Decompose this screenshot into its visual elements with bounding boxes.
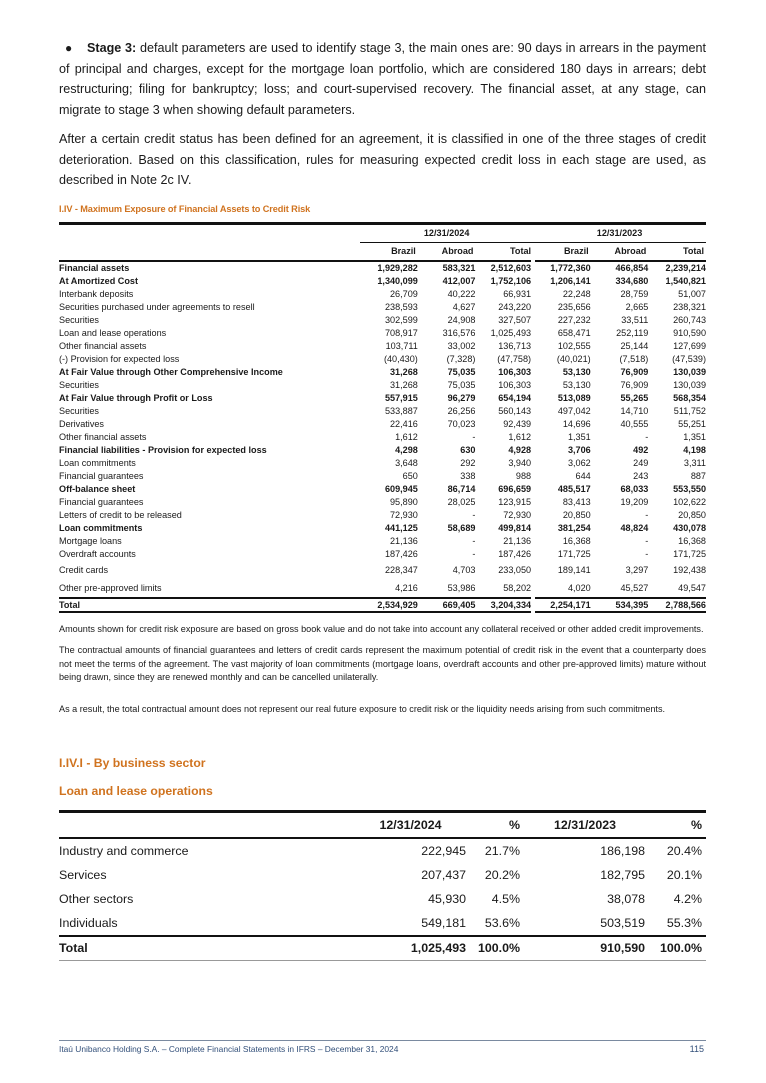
row-value: 1,772,360 [533,261,591,275]
row-value: 106,303 [498,379,532,390]
credit-stage-paragraph: After a certain credit status has been defined for an agreement, it is classified in one of the three stages of credit deterioration. Based on this classification, rules for measuring expected credit loss in each stage are used, as described in Note 2c IV. [59,132,706,187]
exposure-period-header [59,223,706,242]
row-value: 21,136 [390,535,418,546]
row-value: 22,416 [390,418,418,429]
row-value: 95,890 [390,496,418,507]
row-value: 16,368 [533,535,591,548]
note-gross-book-value: Amounts shown for credit risk exposure are based on gross book value and do not take into account any collateral received or other added credit improvements. [59,623,704,634]
row-value: 14,710 [620,405,649,416]
row-value: 430,078 [673,522,706,533]
row-value: 22,248 [533,288,591,301]
row-value: 696,659 [498,483,532,494]
sector-value: 20.2% [484,868,520,882]
total-label: Total [59,598,360,612]
document-page [59,38,706,961]
row-label: Securities [59,405,99,416]
row-value: (40,430) [383,353,418,364]
row-value: 1,351 [533,431,591,444]
row-value: 243,220 [498,301,532,312]
total-value: 2,254,171 [533,598,591,612]
row-value: 511,752 [673,405,706,416]
row-value: 53,130 [533,379,591,392]
row-label: Derivatives [59,418,104,429]
sector-value: 182,795 [600,868,645,882]
total-value: 534,395 [591,598,649,612]
row-value: 485,517 [533,483,591,496]
row-value: 292 [460,457,476,468]
row-value: 187,426 [498,548,532,559]
table-row [59,457,706,470]
row-value: 316,576 [442,327,476,338]
row-value: 26,709 [390,288,418,299]
sector-table-body [59,838,706,961]
row-value: - [472,548,476,559]
row-value: 45,527 [620,582,649,593]
table-row [59,863,706,887]
sector-value: 45,930 [428,892,466,906]
row-value: 4,627 [452,301,476,312]
sector-col-pct-2024: % [470,812,524,839]
row-value: 58,202 [503,582,532,593]
row-value: 2,665 [625,301,649,312]
table-row [59,509,706,522]
row-label: Letters of credit to be released [59,509,182,520]
row-label: Securities [59,379,99,390]
sector-label: Other sectors [59,892,134,906]
row-value: 103,711 [385,340,418,351]
row-value: 55,251 [678,418,706,429]
row-value: 68,033 [620,483,649,494]
exposure-column-header [59,242,706,261]
row-value: 887 [690,470,706,481]
row-value: 1,929,282 [377,262,418,273]
row-value: 609,945 [384,483,418,494]
row-value: 1,752,106 [490,275,532,286]
row-label: Other financial assets [59,431,147,442]
row-value: 1,612 [395,431,418,442]
row-value: 583,321 [442,262,476,273]
sector-value: 222,945 [421,844,466,858]
row-value: 533,887 [384,405,418,416]
sector-table-header [59,812,706,839]
row-value: 2,512,603 [490,262,532,273]
row-value: 3,062 [533,457,591,470]
row-value: 568,354 [673,392,706,403]
col-total-2023: Total [648,242,706,261]
row-value: 227,232 [533,314,591,327]
row-label: At Fair Value through Profit or Loss [59,392,213,403]
row-value: 233,050 [498,564,532,575]
sector-col-2023: 12/31/2023 [524,812,649,839]
row-label: Overdraft accounts [59,548,136,559]
row-value: 58,689 [447,522,476,533]
row-value: 4,020 [533,579,591,598]
table-row [59,444,706,457]
table-row [59,340,706,353]
row-label: Securities purchased under agreements to resell [59,301,255,312]
row-value: 76,909 [620,379,649,390]
page-number: 115 [689,1044,704,1054]
row-label: Credit cards [59,564,109,575]
row-value: 31,268 [390,379,418,390]
stage3-label: Stage 3: [87,41,137,55]
row-value: 53,986 [447,582,476,593]
row-value: 334,680 [615,275,649,286]
table-row [59,535,706,548]
row-value: 708,917 [384,327,418,338]
period-2024-header: 12/31/2024 [360,223,533,242]
row-value: 910,590 [673,327,706,338]
row-value: 51,007 [678,288,706,299]
row-value: - [645,509,649,520]
table-row [59,405,706,418]
row-value: 136,713 [498,340,532,351]
row-label: Financial guarantees [59,496,144,507]
row-value: 252,119 [616,327,649,338]
table-row [59,288,706,301]
row-value: 192,438 [673,564,706,575]
row-value: (40,021) [533,353,591,366]
row-label: At Amortized Cost [59,275,138,286]
row-value: 302,599 [384,314,418,325]
row-value: 441,125 [384,522,418,533]
sector-value: 53.6% [484,916,520,930]
row-value: 130,039 [673,366,706,377]
row-value: 492 [633,444,649,455]
row-value: 243 [633,470,649,481]
row-label: Other pre-approved limits [59,582,162,593]
row-value: 86,714 [447,483,476,494]
sector-value: 4.5% [491,892,520,906]
total-value: 2,788,566 [648,598,706,612]
row-value: 654,194 [498,392,532,403]
exposure-table [59,222,706,613]
row-value: 187,426 [384,548,418,559]
row-value: 127,699 [673,340,706,351]
table-row [59,366,706,379]
row-value: - [472,509,476,520]
sector-total-value: 1,025,493 [354,936,470,961]
row-value: 72,930 [390,509,418,520]
row-value: 14,696 [533,418,591,431]
sector-label: Individuals [59,916,118,930]
col-total-2024: Total [475,242,533,261]
row-value: - [472,535,476,546]
sector-total-label: Total [59,936,354,961]
row-value: 658,471 [533,327,591,340]
row-label: Financial liabilities - Provision for expected loss [59,444,267,455]
sector-value: 38,078 [607,892,645,906]
row-value: 988 [515,470,532,481]
row-value: 171,725 [673,548,706,559]
row-value: 48,824 [620,522,649,533]
row-value: 644 [533,470,591,483]
row-value: 102,555 [533,340,591,353]
row-value: (47,539) [672,353,706,364]
row-value: 21,136 [503,535,532,546]
exposure-table-title: I.IV - Maximum Exposure of Financial Assets to Credit Risk [59,203,311,214]
row-label: Loan commitments [59,522,143,533]
row-value: 1,612 [508,431,532,442]
row-label: Interbank deposits [59,288,134,299]
row-value: 3,311 [683,457,706,468]
row-value: 24,908 [447,314,476,325]
row-value: - [472,431,476,442]
row-value: 1,340,099 [377,275,418,286]
row-value: 189,141 [533,561,591,579]
row-value: 40,222 [447,288,476,299]
row-value: 228,347 [384,564,418,575]
row-value: 96,279 [447,392,476,403]
row-value: 75,035 [447,366,476,377]
table-row [59,548,706,561]
sector-total-row [59,936,706,961]
row-value: 130,039 [673,379,706,390]
row-label: (-) Provision for expected loss [59,353,180,364]
sector-section-subtitle: Loan and lease operations [59,784,213,798]
row-label: Financial guarantees [59,470,144,481]
sector-value: 20.1% [666,868,702,882]
table-row [59,275,706,288]
table-row [59,911,706,936]
total-value: 2,534,929 [360,598,418,612]
row-value: 553,550 [673,483,706,494]
row-value: 4,198 [683,444,706,455]
table-row [59,353,706,366]
row-value: 33,002 [447,340,476,351]
row-value: 83,413 [533,496,591,509]
row-value: 497,042 [533,405,591,418]
table-row [59,431,706,444]
table-row [59,887,706,911]
sector-total-value: 100.0% [470,936,524,961]
period-2023-header: 12/31/2023 [533,223,706,242]
row-value: 102,622 [673,496,706,507]
row-value: 33,511 [621,314,649,325]
row-label: Loan and lease operations [59,327,167,338]
row-value: 557,915 [384,392,418,403]
row-value: 40,555 [620,418,649,429]
row-value: 235,656 [533,301,591,314]
row-value: 53,130 [533,366,591,379]
row-value: 66,931 [503,288,532,299]
sector-value: 186,198 [600,844,645,858]
row-value: 3,297 [625,564,649,575]
row-value: 4,928 [508,444,532,455]
row-value: 4,703 [452,564,476,575]
row-label: Loan commitments [59,457,136,468]
table-row [59,496,706,509]
table-row [59,483,706,496]
table-row [59,392,706,405]
table-row [59,301,706,314]
sector-value: 55.3% [666,916,702,930]
table-row [59,470,706,483]
table-row [59,327,706,340]
row-value: 76,909 [620,366,649,377]
exposure-table-body [59,261,706,612]
sector-col-2024: 12/31/2024 [354,812,470,839]
sector-value: 4.2% [673,892,702,906]
row-value: 1,206,141 [533,275,591,288]
row-value: 630 [460,444,476,455]
row-value: 92,439 [503,418,532,429]
sector-value: 207,437 [421,868,466,882]
row-value: 4,216 [395,582,418,593]
row-value: 260,743 [673,314,706,325]
sector-total-value: 910,590 [524,936,649,961]
row-value: 238,593 [384,301,418,312]
table-row [59,522,706,535]
row-value: 75,035 [447,379,476,390]
sector-label: Services [59,868,107,882]
table-row [59,314,706,327]
row-value: (7,518) [619,353,649,364]
row-value: - [645,535,649,546]
table-row [59,838,706,863]
row-value: 31,268 [390,366,418,377]
row-value: 171,725 [533,548,591,561]
row-value: 19,209 [620,496,649,507]
row-label: Financial assets [59,262,130,273]
row-value: 49,547 [678,582,706,593]
exposure-notes [59,623,706,717]
row-value: 72,930 [503,509,532,520]
row-value: 28,759 [620,288,649,299]
col-abroad-2023: Abroad [591,242,649,261]
row-label: At Fair Value through Other Comprehensive Income [59,366,283,377]
row-value: 238,321 [673,301,706,312]
sector-value: 20.4% [666,844,702,858]
row-value: 106,303 [498,366,532,377]
page-footer [59,1040,706,1054]
col-brazil-2024: Brazil [360,242,418,261]
bullet-icon: ● [65,41,73,55]
row-value: 249 [633,457,649,468]
row-value: 650 [402,470,418,481]
table-row [59,561,706,579]
row-value: 381,254 [533,522,591,535]
sector-table [59,810,706,961]
note-future-exposure: As a result, the total contractual amount does not represent our real future exposure to credit risk or the liquidity needs arising from such commitments. [59,703,666,714]
sector-section-title: I.IV.I - By business sector [59,756,206,770]
row-value: 20,850 [678,509,706,520]
col-brazil-2023: Brazil [533,242,591,261]
total-value: 669,405 [418,598,476,612]
row-value: 466,854 [615,262,649,273]
row-value: 55,265 [620,392,649,403]
col-abroad-2024: Abroad [418,242,476,261]
row-value: 412,007 [442,275,476,286]
footer-text: Itaú Unibanco Holding S.A. – Complete Financial Statements in IFRS – December 31, 2024 [59,1044,399,1054]
row-value: 26,256 [447,405,476,416]
sector-col-pct-2023: % [649,812,706,839]
row-value: - [645,431,649,442]
row-value: 2,239,214 [665,262,706,273]
row-label: Mortgage loans [59,535,122,546]
row-value: 28,025 [447,496,476,507]
total-row [59,598,706,612]
row-value: 123,915 [498,496,532,507]
row-label: Other financial assets [59,340,147,351]
row-value: (7,328) [446,353,476,364]
row-value: 20,850 [533,509,591,522]
row-value: 1,540,821 [665,275,706,286]
row-value: 3,706 [533,444,591,457]
row-label: Securities [59,314,99,325]
stage3-paragraph [59,38,706,120]
row-value: 1,025,493 [490,327,532,338]
row-value: 70,023 [447,418,476,429]
row-value: 499,814 [498,522,532,533]
table-row [59,379,706,392]
sector-value: 21.7% [484,844,520,858]
row-value: 513,089 [533,392,591,405]
row-value: 338 [460,470,476,481]
row-value: 560,143 [498,405,532,416]
row-value: 327,507 [498,314,532,325]
table-row [59,261,706,275]
note-contractual-amounts: The contractual amounts of financial guarantees and letters of credit cards represent the maximum potential of credit risk in the event that a counterparty does not meet the terms of the agreement. The vast majority of loan commitments (mortgage loans, overdraft accounts and other pre-approved limits) mature without being drawn, since they are renewed monthly and can be cancelled unilaterally. [59,645,706,682]
row-value: 25,144 [620,340,649,351]
row-label: Off-balance sheet [59,483,136,494]
table-row [59,579,706,598]
sector-value: 503,519 [600,916,645,930]
row-value: 16,368 [678,535,706,546]
sector-total-value: 100.0% [649,936,706,961]
row-value: (47,758) [497,353,532,364]
row-value: 3,648 [395,457,418,468]
row-value: - [645,548,649,559]
total-value: 3,204,334 [475,598,533,612]
table-row [59,418,706,431]
row-value: 4,298 [395,444,418,455]
row-value: 1,351 [683,431,706,442]
sector-value: 549,181 [421,916,466,930]
sector-label: Industry and commerce [59,844,189,858]
row-value: 3,940 [508,457,532,468]
stage3-text: default parameters are used to identify stage 3, the main ones are: 90 days in arrears in the payment of principal and charges, except for the mortgage loan portfolio, which are considered 180 days in arrears; debt restructuring; filing for bankruptcy; loss; and court-supervised recovery. The financial asset, at any stage, can migrate to stage 3 when showing default parameters. [59,41,706,117]
